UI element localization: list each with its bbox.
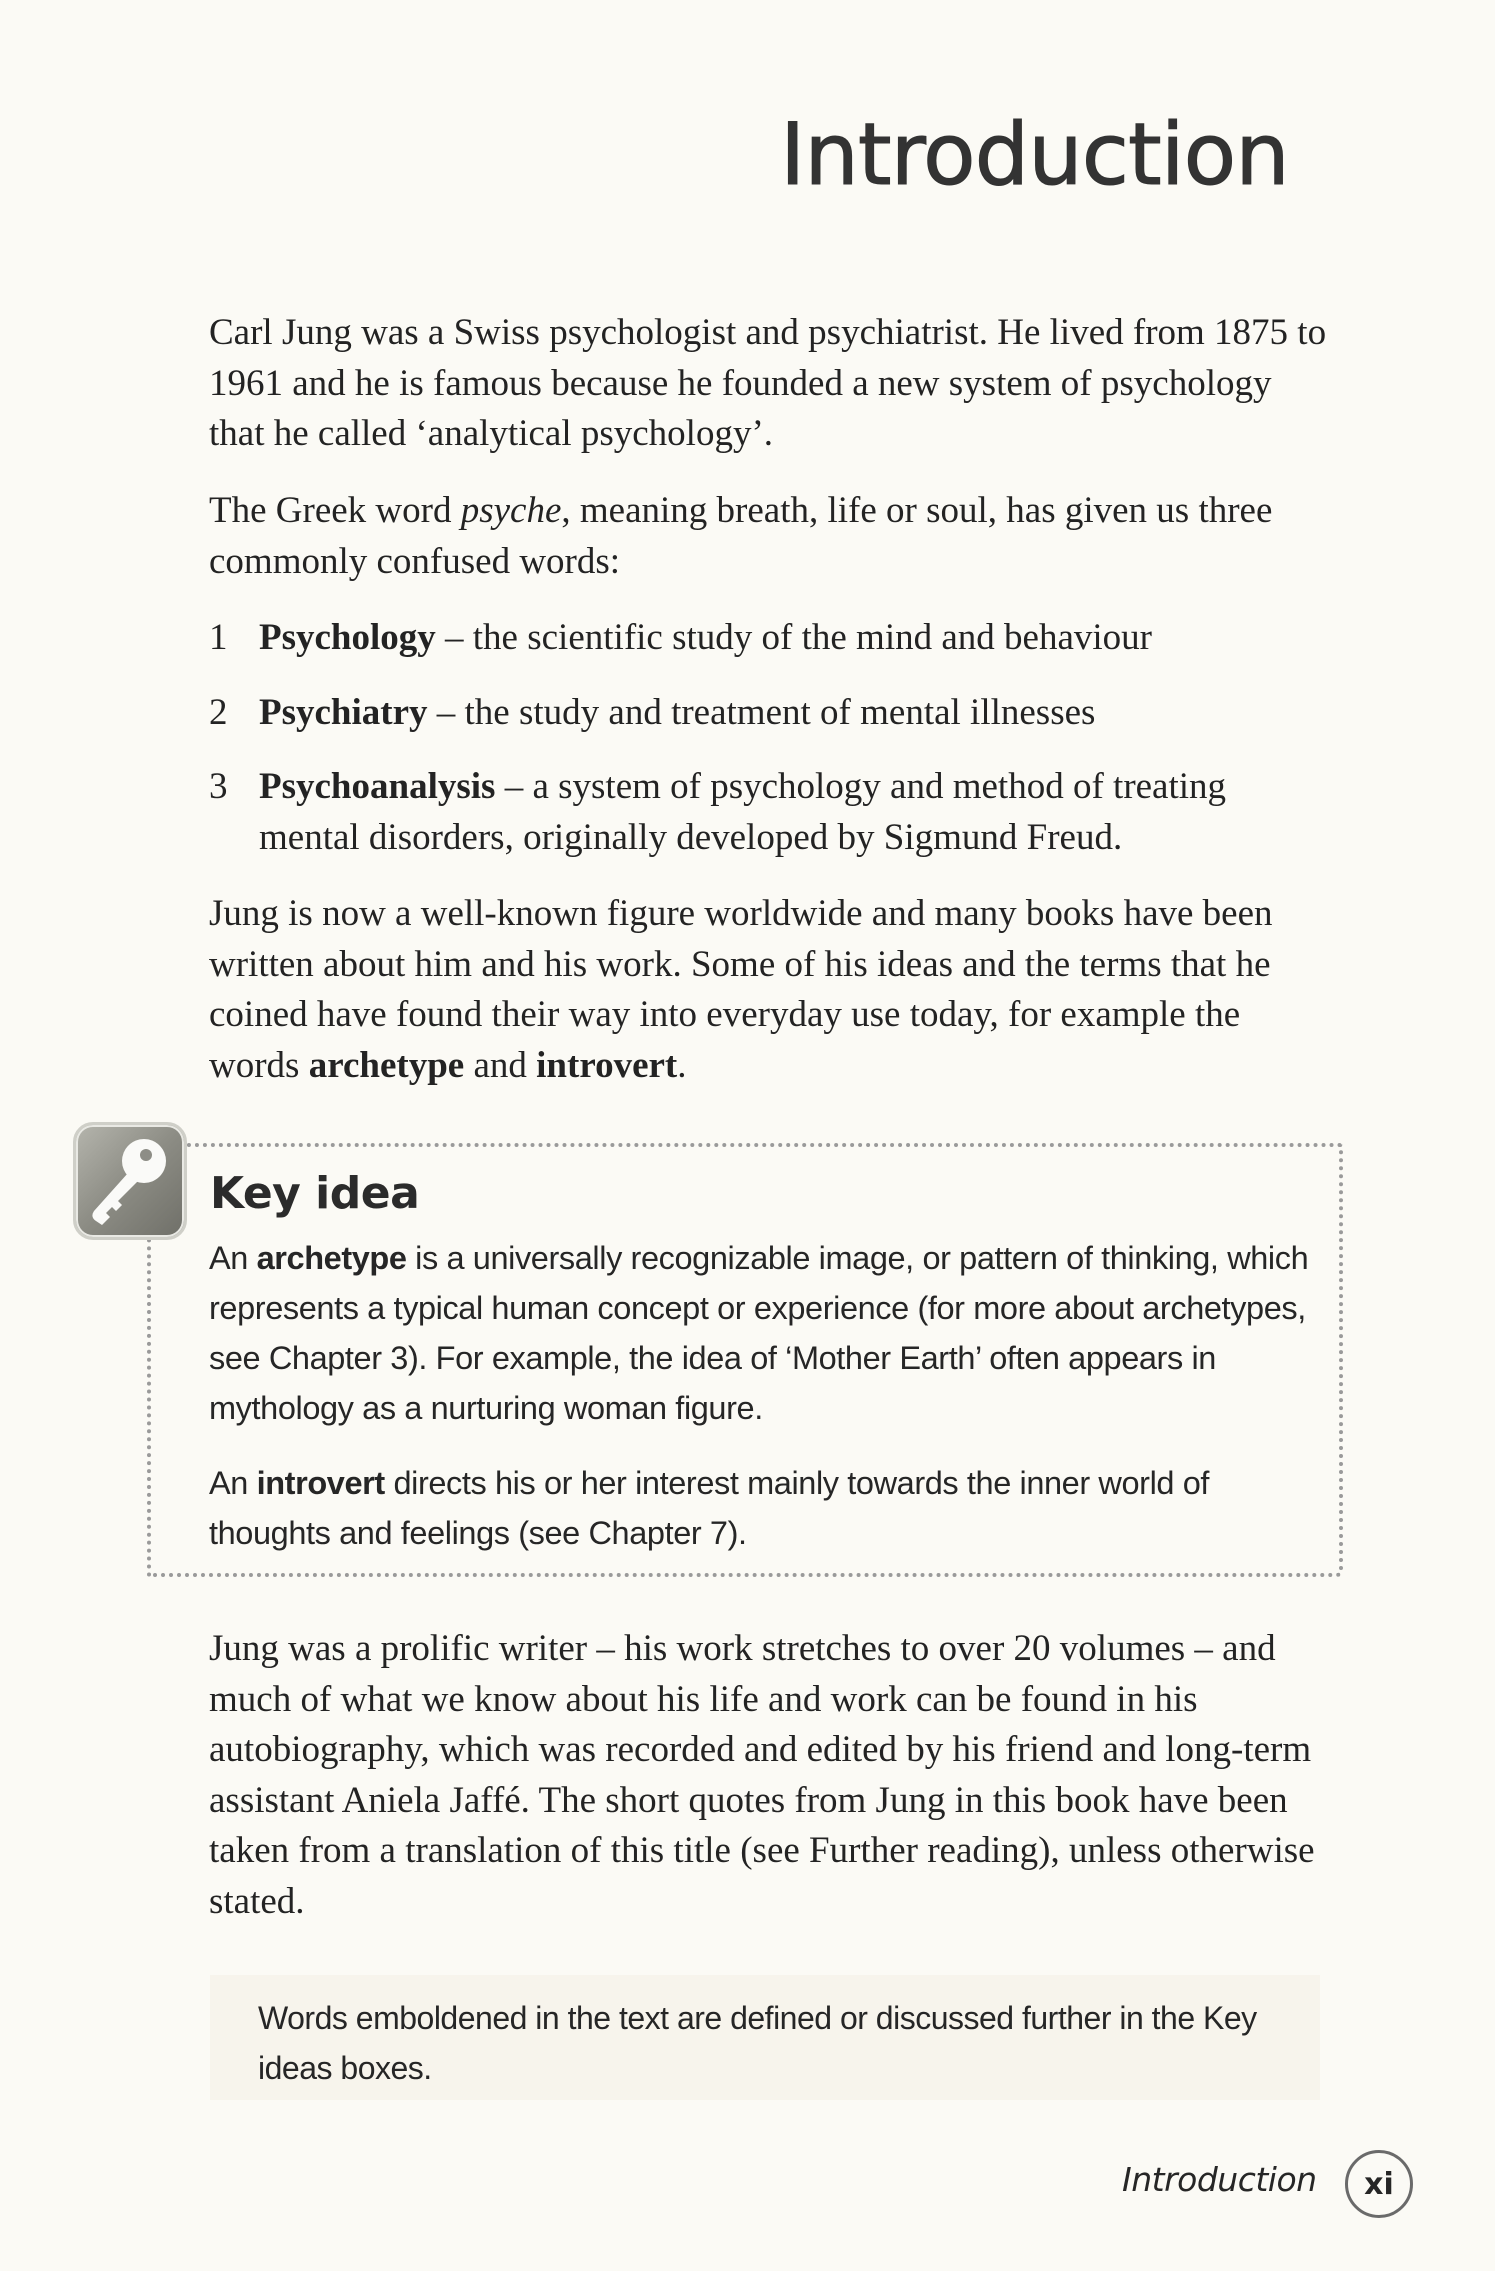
key-idea-archetype	[209, 1233, 1319, 1433]
definition-text: – a system of psychology and method of treating mental disorders, originally developed by Sigmund Freud.	[259, 766, 1227, 858]
paragraph-3-text-end: .	[677, 1044, 687, 1086]
key-idea-title: Key idea	[210, 1168, 420, 1219]
definition-term: Psychoanalysis	[259, 766, 496, 807]
definition-text: – the study and treatment of mental illnesses	[427, 691, 1096, 733]
running-footer-section: Introduction	[1122, 2160, 1317, 2199]
page-number-badge	[1345, 2150, 1413, 2218]
definitions-list	[209, 613, 1329, 863]
paragraph-3-text-middle: and	[464, 1044, 537, 1086]
greek-word-psyche: psyche	[460, 490, 562, 531]
definition-number: 3	[209, 766, 228, 807]
paragraph-2-text-end: , meaning breath, life or soul, has given us three commonly confused words:	[209, 490, 1273, 582]
introvert-text-start: An	[209, 1465, 257, 1501]
definition-number: 1	[209, 617, 228, 658]
bold-term-archetype: archetype	[256, 1240, 407, 1276]
intro-paragraph-2	[209, 486, 1329, 587]
paragraph-2-text-start: The Greek word	[209, 490, 461, 531]
definition-number: 2	[209, 691, 228, 733]
intro-paragraph-1: Carl Jung was a Swiss psychologist and psychiatrist. He lived from 1875 to 1961 and he is famous because he founded a new system of psychology that he called ‘analytical psychology’.	[209, 312, 1327, 454]
archetype-text-start: An	[209, 1240, 257, 1276]
note-text: Words emboldened in the text are defined or discussed further in the Key ideas boxes.	[258, 2000, 1257, 2086]
paragraph-3-text-start: Jung is now a well-known figure worldwide and many books have been written about him and his work. Some of his ideas and the terms that he coined have found their way into everyday use today, for example the words	[209, 893, 1273, 1086]
page-title: Introduction	[780, 105, 1289, 205]
page-number: xi	[1364, 2166, 1394, 2202]
bold-term-archetype: archetype	[308, 1044, 465, 1086]
key-idea-introvert	[209, 1458, 1319, 1558]
definition-text: – the scientific study of the mind and behaviour	[435, 617, 1152, 658]
bold-term-introvert: introvert	[256, 1465, 385, 1501]
definition-term: Psychology	[259, 617, 436, 658]
key-icon	[73, 1122, 187, 1240]
archetype-definition: is a universally recognizable image, or pattern of thinking, which represents a typical human concept or experience (for more about archetypes, see Chapter 3). For example, the idea of ‘Mother Earth’ often appears in mythology as a nurturing woman figure.	[209, 1240, 1309, 1426]
definition-item	[209, 762, 1329, 863]
definition-term: Psychiatry	[259, 691, 428, 733]
bold-term-introvert: introvert	[536, 1044, 678, 1086]
definition-item	[209, 688, 1329, 739]
intro-paragraph-3	[209, 889, 1329, 1091]
intro-paragraph-4: Jung was a prolific writer – his work stretches to over 20 volumes – and much of what we know about his life and work can be found in his autobiography, which was recorded and edited by his friend and long-term assistant Aniela Jaffé. The short quotes from Jung in this book have been taken from a translation of this title (see Further reading), unless otherwise stated.	[209, 1628, 1315, 1922]
definition-item	[209, 613, 1329, 664]
introvert-definition: directs his or her interest mainly towards the inner world of thoughts and feelings (see Chapter 7).	[209, 1465, 1209, 1551]
